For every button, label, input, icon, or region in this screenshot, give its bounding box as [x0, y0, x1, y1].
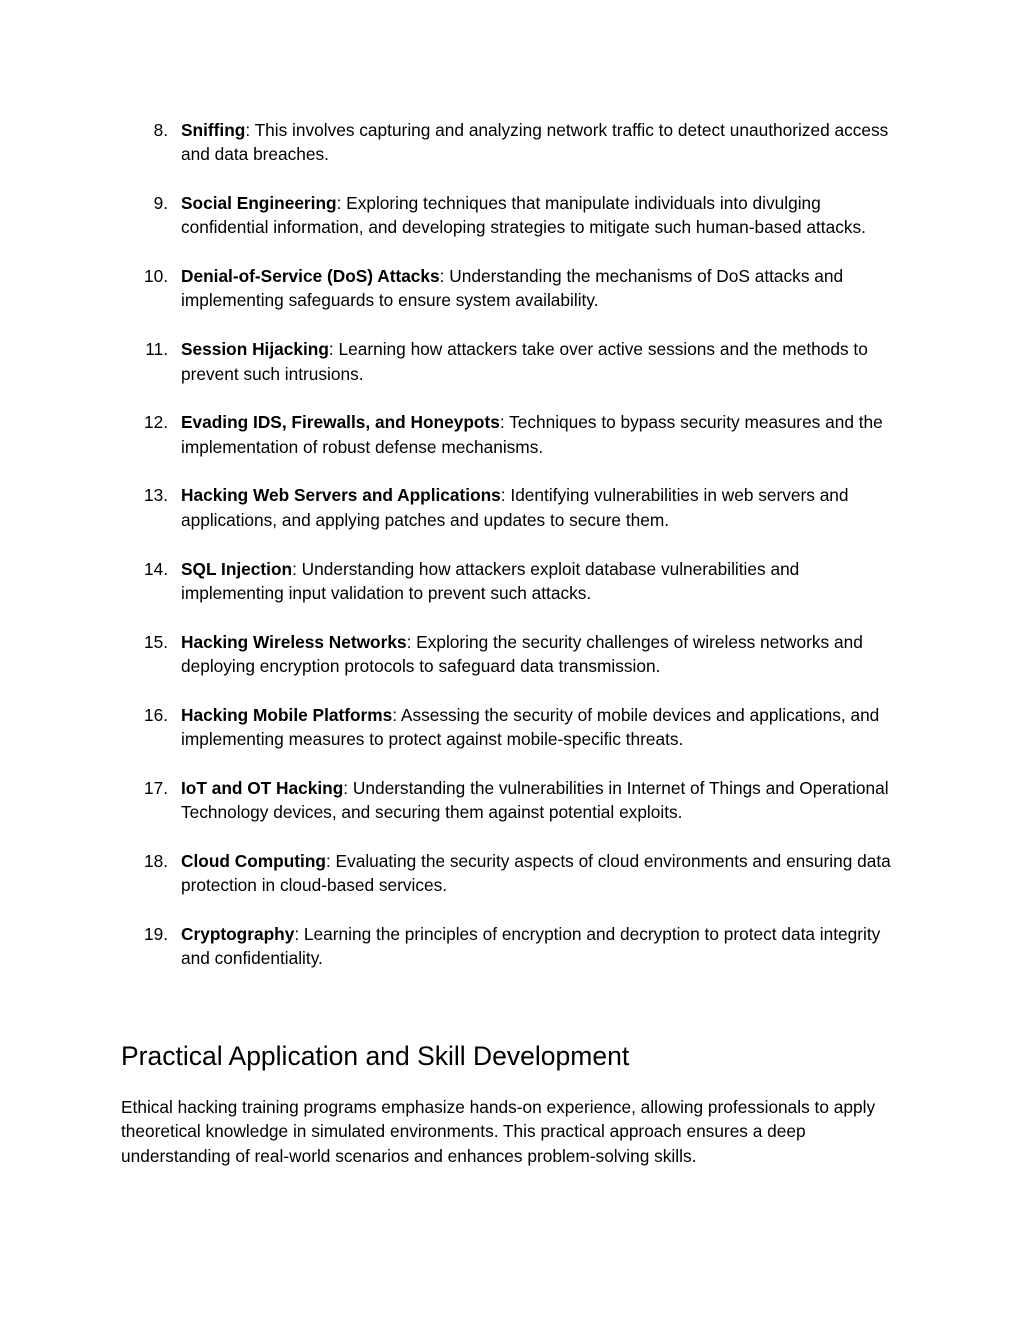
list-item-term: Social Engineering	[181, 193, 337, 214]
list-item-term: Evading IDS, Firewalls, and Honeypots	[181, 412, 500, 433]
list-item-term: Hacking Wireless Networks	[181, 631, 407, 652]
list-item	[0, 557, 1024, 606]
list-item-term: Denial-of-Service (DoS) Attacks	[181, 266, 440, 287]
list-item	[0, 630, 1024, 679]
list-item-term: Cryptography	[181, 924, 295, 945]
list-item-text	[181, 776, 903, 825]
list-item	[0, 849, 1024, 898]
list-item-description: : Learning the principles of encryption and decryption to protect data integrity and confidentiality.	[181, 924, 881, 969]
list-item-number: 15.	[143, 631, 168, 652]
topic-list	[0, 118, 1024, 995]
list-item-term: Cloud Computing	[181, 850, 326, 871]
section-paragraph: Ethical hacking training programs emphasize hands-on experience, allowing professionals to apply theoretical knowledge in simulated environments. This practical approach ensures a deep understanding of real-world scenarios and enhances problem-solving skills.	[121, 1097, 876, 1166]
list-item-term: Hacking Mobile Platforms	[181, 704, 393, 725]
list-item-number: 8.	[153, 120, 168, 140]
list-item-text	[181, 703, 903, 752]
list-item-description: : Understanding how attackers exploit database vulnerabilities and implementing input validation to prevent such attacks.	[181, 558, 800, 603]
list-item	[0, 776, 1024, 825]
list-item-number: 12.	[143, 412, 168, 433]
list-item-text	[181, 630, 903, 679]
list-item	[0, 337, 1024, 386]
list-item-number: 10.	[143, 266, 168, 287]
list-item-term: IoT and OT Hacking	[181, 777, 344, 798]
list-item-term: Hacking Web Servers and Applications	[181, 485, 501, 506]
list-item	[0, 118, 1024, 167]
list-item-number: 14.	[143, 558, 168, 579]
list-item	[0, 922, 1024, 971]
list-item-description: : Techniques to bypass security measures and the implementation of robust defense mechanisms.	[181, 412, 883, 457]
list-item-description: : Assessing the security of mobile devices and applications, and implementing measures to protect against mobile-specific threats.	[181, 704, 880, 750]
list-item-description: : Understanding the mechanisms of DoS attacks and implementing safeguards to ensure system availability.	[181, 266, 844, 311]
list-item	[0, 410, 1024, 459]
list-item-number: 18.	[143, 850, 168, 871]
list-item-number: 19.	[143, 924, 168, 945]
list-item-number: 17.	[143, 777, 168, 798]
list-item-text	[181, 557, 903, 606]
list-item-text	[181, 191, 903, 240]
list-item	[0, 483, 1024, 532]
list-item-description: : Exploring techniques that manipulate individuals into divulging confidential information, and developing strategies to mitigate such human-based attacks.	[181, 193, 866, 238]
list-item-text	[181, 337, 903, 386]
list-item-text	[181, 264, 903, 313]
list-item-description: : Evaluating the security aspects of cloud environments and ensuring data protection in cloud-based services.	[181, 850, 891, 896]
list-item-number: 9.	[153, 193, 168, 214]
list-item-description: : Identifying vulnerabilities in web servers and applications, and applying patches and updates to secure them.	[181, 485, 849, 530]
list-item-number: 16.	[143, 704, 168, 725]
list-item-text	[181, 410, 903, 459]
list-item	[0, 703, 1024, 752]
list-item	[0, 264, 1024, 313]
list-item-number: 13.	[143, 485, 168, 506]
list-item-term: Sniffing	[181, 120, 246, 140]
list-item-number: 11.	[145, 339, 168, 360]
list-item	[0, 191, 1024, 240]
list-item-term: Session Hijacking	[181, 339, 329, 360]
list-item-description: : Understanding the vulnerabilities in Internet of Things and Operational Technology devices, and securing them against potential exploits.	[181, 777, 889, 823]
list-item-description: : Exploring the security challenges of wireless networks and deploying encryption protocols to safeguard data transmission.	[181, 631, 863, 676]
list-item-text	[181, 118, 903, 167]
list-item-description: : This involves capturing and analyzing network traffic to detect unauthorized access and data breaches.	[181, 120, 889, 165]
list-item-description: : Learning how attackers take over active sessions and the methods to prevent such intrusions.	[181, 339, 868, 384]
section-heading: Practical Application and Skill Development	[121, 1041, 630, 1071]
list-item-term: SQL Injection	[181, 558, 293, 579]
list-item-text	[181, 922, 903, 971]
list-item-text	[181, 849, 903, 898]
list-item-text	[181, 483, 903, 532]
